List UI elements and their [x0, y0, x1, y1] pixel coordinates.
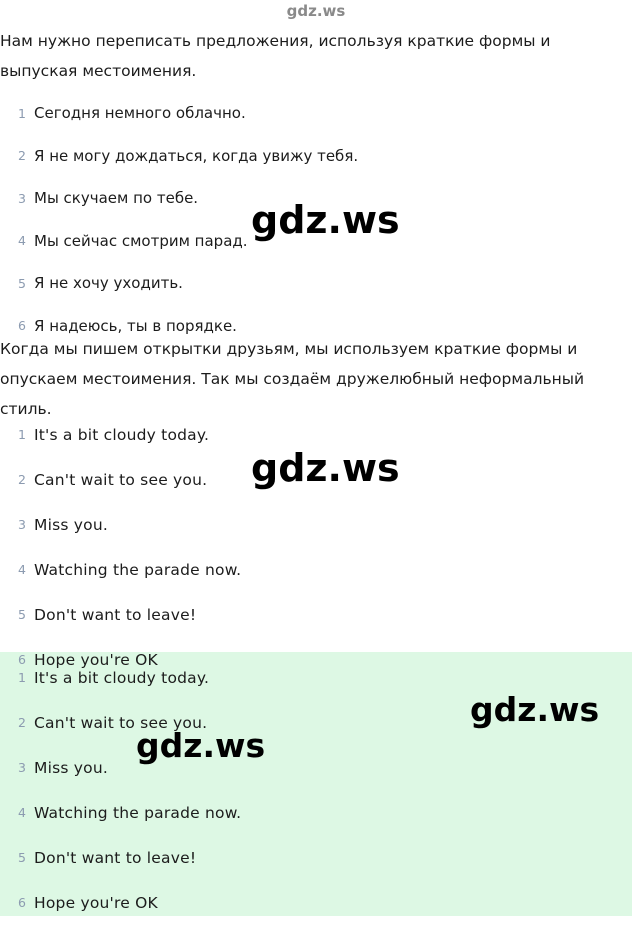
- list-item-number: 6: [18, 895, 26, 910]
- list-item-text: Miss you.: [34, 758, 108, 777]
- list-item-number: 1: [18, 427, 26, 442]
- list-item-text: Watching the parade now.: [34, 803, 242, 822]
- list-item-text: Can't wait to see you.: [34, 713, 208, 732]
- list-item-number: 2: [18, 715, 26, 730]
- list-item-number: 1: [18, 105, 26, 121]
- list-item: [0, 547, 632, 592]
- list-item-number: 3: [18, 760, 26, 775]
- list-item: [0, 92, 632, 135]
- list-item: [0, 502, 632, 547]
- list-item-number: 4: [18, 233, 26, 249]
- list-item-number: 2: [18, 472, 26, 487]
- watermark-large-3: gdz.ws: [470, 690, 600, 729]
- watermark-top: gdz.ws: [286, 2, 346, 20]
- list-item-number: 4: [18, 805, 26, 820]
- list-item-text: Don't want to leave!: [34, 605, 197, 624]
- list-item-text: Я надеюсь, ты в порядке.: [34, 316, 237, 335]
- list-item-text: It's a bit cloudy today.: [34, 668, 210, 687]
- list-item-text: Don't want to leave!: [34, 848, 197, 867]
- list-item: [0, 745, 632, 790]
- list-item-text: Мы скучаем по тебе.: [34, 189, 199, 208]
- list-item-text: Hope you're OK: [34, 893, 158, 912]
- note-paragraph: Когда мы пишем открытки друзьям, мы используем краткие формы и опускаем местоимения. Так мы создаём дружелюбный неформальный стиль.: [0, 340, 585, 418]
- list-item: [0, 135, 632, 178]
- list-item-number: 3: [18, 517, 26, 532]
- watermark-large-2: gdz.ws: [251, 446, 400, 490]
- list-item-text: Сегодня немного облачно.: [34, 104, 246, 123]
- list-item-text: It's a bit cloudy today.: [34, 425, 210, 444]
- list-item-text: Hope you're OK: [34, 650, 158, 669]
- list-item: [0, 880, 632, 925]
- list-item-number: 6: [18, 652, 26, 667]
- list-item-number: 5: [18, 607, 26, 622]
- intro-paragraph: Нам нужно переписать предложения, используя краткие формы и выпуская местоимения.: [0, 32, 551, 80]
- list-item-text: Мы сейчас смотрим парад.: [34, 231, 248, 250]
- list-item-text: Miss you.: [34, 515, 108, 534]
- list-item-number: 5: [18, 275, 26, 291]
- list-item-text: Я не хочу уходить.: [34, 274, 183, 293]
- list-item-number: 3: [18, 190, 26, 206]
- list-item-number: 5: [18, 850, 26, 865]
- watermark-large-4: gdz.ws: [136, 726, 266, 765]
- list-item-text: Watching the parade now.: [34, 560, 242, 579]
- list-item-text: Can't wait to see you.: [34, 470, 208, 489]
- list-item-number: 4: [18, 562, 26, 577]
- list-item-number: 1: [18, 670, 26, 685]
- list-item-text: Я не могу дождаться, когда увижу тебя.: [34, 146, 359, 165]
- list-item: [0, 262, 632, 305]
- list-item-number: 6: [18, 318, 26, 334]
- list-item: [0, 790, 632, 835]
- watermark-large-1: gdz.ws: [251, 198, 400, 242]
- list-item: [0, 592, 632, 637]
- list-item: [0, 835, 632, 880]
- list-item-number: 2: [18, 148, 26, 164]
